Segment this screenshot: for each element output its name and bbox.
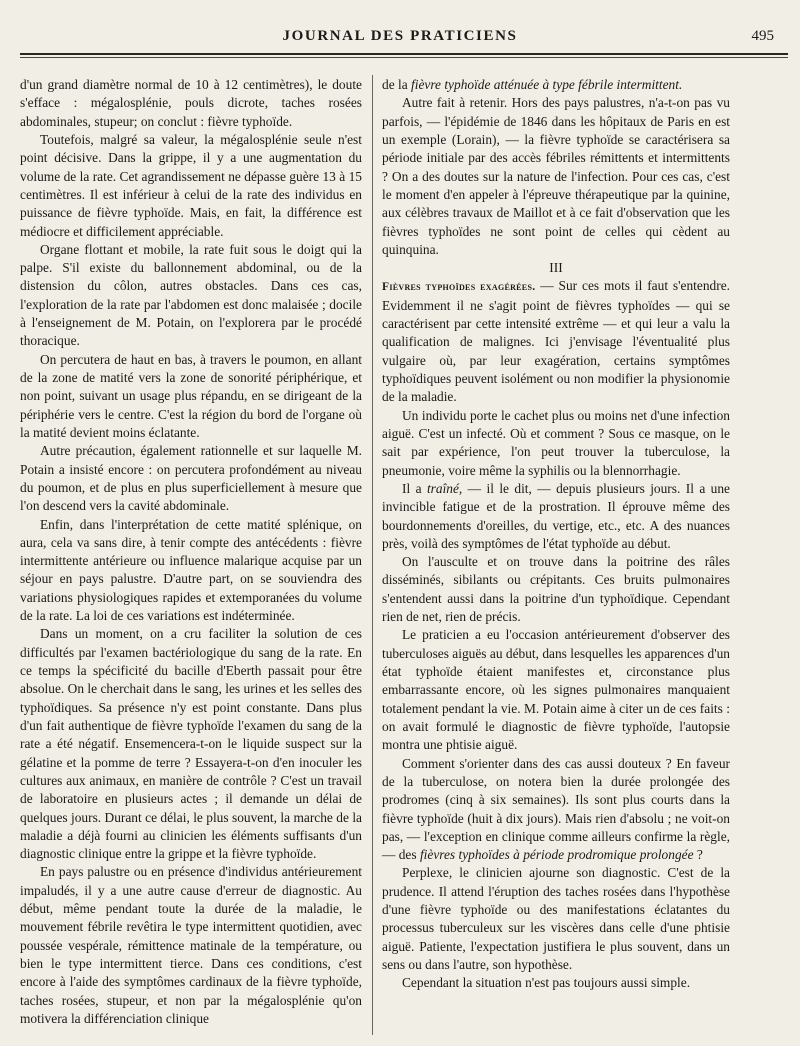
paragraph: On percutera de haut en bas, à travers le poumon, en allant de la zone de matité vers la zone de sonorité périphérique, et non point, suivant un usage plus répandu, en se dirigeant de la périphérie vers le centre. C'est la région du bord de l'organe où la matité devient moins éclatante. xyxy=(20,351,362,440)
paragraph: En pays palustre ou en présence d'individus antérieurement impaludés, il y a une autre cause d'erreur de diagnostic. Au début, même pendant toute la durée de la maladie, le mouvement fébrile revêtira le type intermittent quotidien, avec poussée vespérale, rémittence matinale de la température, ou bien le type intermittent tierce. Dans ces conditions, c'est encore à l'aide des symptômes cardinaux de la fièvre typhoïde, taches rosées, stupeur, et non par la mégalosplénie qu'on motivera la différenciation clinique xyxy=(20,864,362,1026)
paragraph: Perplexe, le clinicien ajourne son diagnostic. C'est de la prudence. Il attend l'éruption des taches rosées dans l'hypothèse d'une fièvre typhoïde ou des manifestations éclatantes du processus tuberculeux sur les viscères dans celle d'une phtisie aiguë. Patiente, l'expectation justifiera le plus souvent, dans un sens ou dans l'autre, son hypothèse. xyxy=(382,865,730,972)
paragraph: Organe flottant et mobile, la rate fuit sous le doigt qui la palpe. S'il existe du ballonnement abdominal, ou de la distension du côlon, autres obstacles. Dans ces cas, l'exploration de la rate par l'abdomen est donc malaisée ; docile à l'enseignement de M. Potain, on l'explorera par le procédé thoracique. xyxy=(20,241,362,349)
column-divider xyxy=(372,75,373,1035)
running-header xyxy=(20,26,780,50)
italic-text: traîné, xyxy=(426,480,463,496)
paragraph xyxy=(382,76,730,94)
paragraph xyxy=(382,755,730,865)
header-rule xyxy=(20,53,788,55)
paragraph: Autre précaution, également rationnelle et sur laquelle M. Potain a insisté encore : on percutera profondément au niveau du poumon, et de plus en plus superficiellement à mesure que l'on descend vers la cavité abdominale. xyxy=(20,443,362,514)
paragraph: On l'ausculte et on trouve dans la poitrine des râles disséminés, sibilants ou crépitants. Ces bruits pulmonaires s'entendent aussi dans la poitrine d'un typhoïdique. Cependant rien de net, rien de précis. xyxy=(382,554,730,625)
paragraph xyxy=(382,277,730,406)
paragraph: Autre fait à retenir. Hors des pays palustres, n'a-t-on pas vu parfois, — l'épidémie de 1846 dans les hôpitaux de Paris en est un exemple (Lorain), — la fièvre typhoïde se caractérisera sa période initiale par des accès fébriles rémittents et intermittents ? On a des doutes sur la nature de l'infection. Pour ces cas, c'est le moment d'en appeler à l'épreuve thérapeutique par la quinine, aux célèbres travaux de Maillot et à ce fait d'observation que les fièvres typhoïdes ne sont point de celles qui cèdent au quinquina. xyxy=(382,95,730,257)
paragraph xyxy=(382,480,730,553)
text-run: — Sur ces mots il faut s'entendre. Evidemment il ne s'agit point de fièvres typhoïdes — qui se caractérisent par cette intensité extrême — et qui leur a valu la qualification de malignes. Ici j'envisage l'éventualité plus vulgaire où, par leur exagération, certains symptômes typhoïdiques peuvent isolément ou non modifier la physionomie de la maladie. xyxy=(382,278,730,405)
text-run: — il le dit, — depuis plusieurs jours. Il a une invincible fatigue et de la prostration. Il éprouve même des bourdonnements d'oreilles, du vertige, etc., etc. A des nuances près, voilà des symptômes de l'état typhoïde au début. xyxy=(382,480,730,551)
paragraph: Le praticien a eu l'occasion antérieurement d'observer des tuberculoses aiguës au début, dans lesquelles les apparences d'un état typhoïde étaient manifestes et, circonstance plus embarrassante encore, où les signes pulmonaires manquaient totalement pendant la vie. M. Potain aime à citer un de ces faits : on avait formulé le diagnostic de fièvre typhoïde, l'autopsie montra une phtisie aiguë. xyxy=(382,627,730,753)
section-heading: Fièvres typhoïdes exagérées. xyxy=(382,281,536,294)
italic-text: fièvres typhoïdes à période prodromique prolongée xyxy=(419,847,694,863)
journal-title: JOURNAL DES PRATICIENS xyxy=(282,28,518,44)
italic-text: fièvre typhoïde atténuée à type fébrile intermittent. xyxy=(411,77,683,92)
text-run: Comment s'orienter dans des cas aussi douteux ? En faveur de la tuberculose, on notera bien la durée prolongée des prodromes (cinq à six semaines). Ils sont plus courts dans la fièvre typhoïde (huit à dix jours). Mais rien d'absolu ; ne voit-on pas, — l'exception en clinique comme ailleurs confirme la règle, — des xyxy=(382,755,730,863)
section-number: III xyxy=(549,260,563,276)
paragraph: d'un grand diamètre normal de 10 à 12 centimètres), le doute s'efface : mégalosplénie, pouls dicrote, taches rosées abdominales, stupeur; on conclut : fièvre typhoïde. xyxy=(20,77,362,129)
paragraph: Cependant la situation n'est pas toujours aussi simple. xyxy=(402,975,691,991)
left-column xyxy=(20,76,362,1028)
header-rule-thin xyxy=(20,57,788,58)
text-run: Il a xyxy=(402,480,427,496)
paragraph: Un individu porte le cachet plus ou moins net d'une infection aiguë. C'est un infecté. Où et comment ? Sous ce masque, on le sait par expérience, l'on peut trouver la tuberculose, la pneumonie, voire même la syphilis ou la blennorrhagie. xyxy=(382,407,730,478)
paragraph: Enfin, dans l'interprétation de cette matité splénique, on aura, cela va sans dire, à tenir compte des antécédents : fièvre intermittente antérieure ou influence malarique acquise par un séjour en pays palustre. D'autre part, on se souviendra des variations physiologiques rapides et extemporanées du volume de la rate. La loi de ces variations est indéterminée. xyxy=(20,516,362,624)
right-column xyxy=(382,76,730,993)
paragraph: Toutefois, malgré sa valeur, la mégalosplénie seule n'est point décisive. Dans la grippe, il y a une augmentation du volume de la rate. Cet agrandissement ne dépasse guère 13 à 15 centimètres. Il est inférieur à celui de la rate des individus en puissance de fièvre typhoïde. Mais, en fait, la différence est médiocre et difficilement appréciable. xyxy=(20,131,362,239)
paragraph: Dans un moment, on a cru faciliter la solution de ces difficultés par l'examen bactériologique du sang de la rate. En ce temps la spécificité du bacille d'Eberth passait pour être absolue. On le cherchait dans le sang, les urines et les selles des typhoïdiques. Sa présence n'y est point constante. Dans plus d'un fait authentique de fièvre typhoïde l'examen du sang de la rate a été négatif. Ensemencera-t-on le liquide suspect sur la gélatine et la pomme de terre ? Essayera-t-on d'en inoculer les cultures aux animaux, en manière de contrôle ? C'est un travail de laboratoire en plusieurs actes ; il demande un délai de quelques jours. Durant ce délai, le plus souvent, la marche de la maladie a déjà fourni au clinicien les éléments suffisants d'un diagnostic clinique entre la grippe et la fièvre typhoïde. xyxy=(20,626,362,862)
text-run: ? xyxy=(693,847,703,863)
text-run: de la xyxy=(382,77,411,92)
page-number: 495 xyxy=(751,28,774,44)
